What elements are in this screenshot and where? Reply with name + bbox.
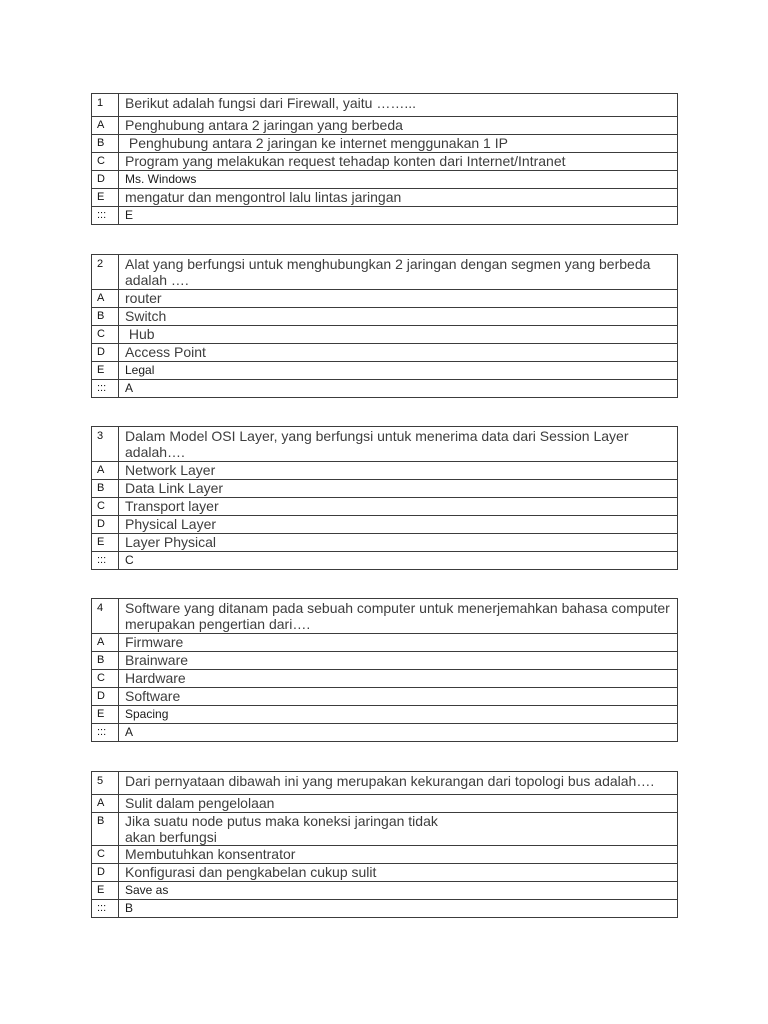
option-row-c: [92, 153, 678, 171]
question-text: Dari pernyataan dibawah ini yang merupakan kekurangan dari topologi bus adalah….: [119, 772, 678, 795]
option-row-e: [92, 706, 678, 724]
option-text: Data Link Layer: [119, 480, 678, 498]
option-key: B: [92, 135, 119, 153]
question-table-4: [91, 598, 678, 742]
option-text: Software: [119, 688, 678, 706]
option-text: Transport layer: [119, 498, 678, 516]
option-text: Membutuhkan konsentrator: [119, 846, 678, 864]
option-text: Firmware: [119, 634, 678, 652]
answer-key: E: [119, 207, 678, 225]
option-key: C: [92, 670, 119, 688]
option-row-a: [92, 634, 678, 652]
option-key: D: [92, 516, 119, 534]
option-text: Penghubung antara 2 jaringan yang berbeda: [119, 117, 678, 135]
option-key: E: [92, 362, 119, 380]
option-row-a: [92, 462, 678, 480]
option-key: E: [92, 706, 119, 724]
option-key: D: [92, 171, 119, 189]
option-key: A: [92, 634, 119, 652]
question-table-3: [91, 426, 678, 570]
question-table-1: [91, 93, 678, 225]
answer-key: A: [119, 724, 678, 742]
question-number: 3: [92, 427, 119, 462]
option-key: B: [92, 813, 119, 846]
option-key: D: [92, 344, 119, 362]
option-text: Jika suatu node putus maka koneksi jaringan tidak akan berfungsi: [119, 813, 678, 846]
option-key: C: [92, 326, 119, 344]
option-row-d: [92, 171, 678, 189]
question-text: Dalam Model OSI Layer, yang berfungsi untuk menerima data dari Session Layer adalah….: [119, 427, 678, 462]
option-row-d: [92, 344, 678, 362]
option-text: Save as: [119, 882, 678, 900]
option-row-e: [92, 882, 678, 900]
question-text: Berikut adalah fungsi dari Firewall, yaitu ……...: [119, 94, 678, 117]
question-text: Software yang ditanam pada sebuah computer untuk menerjemahkan bahasa computer merupakan pengertian dari….: [119, 599, 678, 634]
question-number: 4: [92, 599, 119, 634]
option-key: E: [92, 882, 119, 900]
answer-marker: :::: [92, 380, 119, 398]
question-row: [92, 427, 678, 462]
option-text: Brainware: [119, 652, 678, 670]
option-row-b: [92, 813, 678, 846]
option-key: B: [92, 652, 119, 670]
answer-key: C: [119, 552, 678, 570]
option-key: A: [92, 795, 119, 813]
option-row-e: [92, 534, 678, 552]
option-row-b: [92, 308, 678, 326]
answer-row: [92, 724, 678, 742]
option-text: Sulit dalam pengelolaan: [119, 795, 678, 813]
answer-key: B: [119, 900, 678, 918]
option-text: Network Layer: [119, 462, 678, 480]
answer-row: [92, 207, 678, 225]
answer-key: A: [119, 380, 678, 398]
option-row-c: [92, 846, 678, 864]
option-text: Penghubung antara 2 jaringan ke internet menggunakan 1 IP: [119, 135, 678, 153]
option-text: Physical Layer: [119, 516, 678, 534]
question-number: 2: [92, 255, 119, 290]
option-text: Access Point: [119, 344, 678, 362]
option-text: Program yang melakukan request tehadap konten dari Internet/Intranet: [119, 153, 678, 171]
answer-marker: :::: [92, 900, 119, 918]
option-row-d: [92, 516, 678, 534]
question-row: [92, 599, 678, 634]
question-row: [92, 94, 678, 117]
answer-marker: :::: [92, 724, 119, 742]
option-row-b: [92, 652, 678, 670]
option-row-d: [92, 864, 678, 882]
option-key: A: [92, 462, 119, 480]
option-row-b: [92, 135, 678, 153]
question-row: [92, 772, 678, 795]
option-key: D: [92, 864, 119, 882]
option-row-e: [92, 362, 678, 380]
option-row-a: [92, 290, 678, 308]
option-key: A: [92, 117, 119, 135]
question-row: [92, 255, 678, 290]
option-key: B: [92, 308, 119, 326]
option-text: Switch: [119, 308, 678, 326]
answer-row: [92, 900, 678, 918]
question-number: 1: [92, 94, 119, 117]
answer-row: [92, 380, 678, 398]
option-row-c: [92, 326, 678, 344]
option-row-b: [92, 480, 678, 498]
option-row-a: [92, 795, 678, 813]
option-key: C: [92, 846, 119, 864]
option-text: Ms. Windows: [119, 171, 678, 189]
option-row-e: [92, 189, 678, 207]
option-text: router: [119, 290, 678, 308]
answer-marker: :::: [92, 207, 119, 225]
option-key: E: [92, 189, 119, 207]
question-table-5: [91, 771, 678, 918]
option-text: mengatur dan mengontrol lalu lintas jaringan: [119, 189, 678, 207]
option-text: Konfigurasi dan pengkabelan cukup sulit: [119, 864, 678, 882]
question-text: Alat yang berfungsi untuk menghubungkan 2 jaringan dengan segmen yang berbeda adalah ….: [119, 255, 678, 290]
option-row-c: [92, 670, 678, 688]
option-row-a: [92, 117, 678, 135]
option-key: E: [92, 534, 119, 552]
option-text: Hub: [119, 326, 678, 344]
option-text: Spacing: [119, 706, 678, 724]
option-row-c: [92, 498, 678, 516]
option-text: Hardware: [119, 670, 678, 688]
question-table-2: [91, 254, 678, 398]
option-text: Layer Physical: [119, 534, 678, 552]
option-key: B: [92, 480, 119, 498]
question-number: 5: [92, 772, 119, 795]
option-text: Legal: [119, 362, 678, 380]
option-key: D: [92, 688, 119, 706]
option-row-d: [92, 688, 678, 706]
option-key: C: [92, 153, 119, 171]
answer-marker: :::: [92, 552, 119, 570]
option-key: C: [92, 498, 119, 516]
answer-row: [92, 552, 678, 570]
option-key: A: [92, 290, 119, 308]
